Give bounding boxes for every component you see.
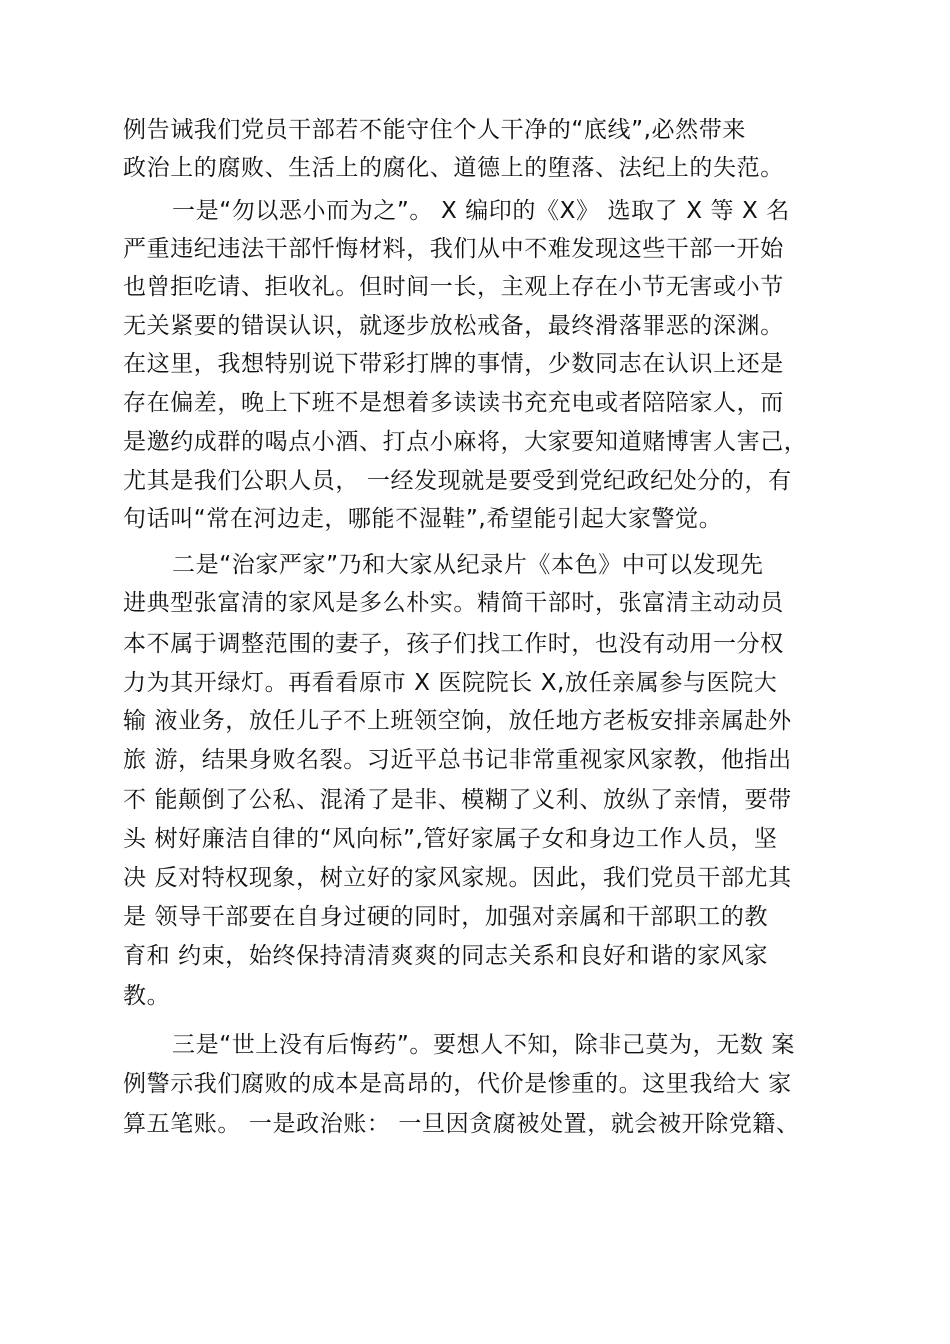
text-line: 输 液业务，放任儿子不上班领空饷，放任地方老板安排亲属赴外: [123, 708, 792, 734]
text-line: 例告诫我们党员干部若不能守住个人干净的“底线”,必然带来: [123, 117, 746, 143]
text-line: 不 能颠倒了公私、混淆了是非、模糊了义利、放纵了亲情，要带: [123, 787, 792, 813]
text-line: 进典型张富清的家风是多么朴实。精简干部时，张富清主动动员: [123, 590, 784, 616]
text-line: 无关紧要的错误认识，就逐步放松戒备，最终滑落罪恶的深渊。: [123, 313, 784, 339]
text-line: 三是“世上没有后悔药”。要想人不知，除非己莫为，无数 案: [172, 1032, 795, 1058]
text-line: 政治上的腐败、生活上的腐化、道德上的堕落、法纪上的失范。: [123, 155, 784, 181]
text-line: 算五笔账。 一是政治账： 一旦因贪腐被处置，就会被开除党籍、: [123, 1111, 800, 1137]
text-line: 决 反对特权现象，树立好的家风家规。因此，我们党员干部尤其: [123, 865, 792, 891]
text-line: 二是“治家严家”乃和大家从纪录片《本色》中可以发现先: [172, 552, 764, 578]
text-line: 一是“勿以恶小而为之”。 X 编印的《X》 选取了 X 等 X 名: [172, 198, 790, 224]
text-line: 存在偏差，晚上下班不是想着多读读书充充电或者陪陪家人，而: [123, 390, 784, 416]
text-line: 在这里，我想特别说下带彩打牌的事情，少数同志在认识上还是: [123, 351, 784, 377]
text-line: 是邀约成群的喝点小酒、打点小麻将，大家要知道赌博害人害己，: [123, 429, 808, 455]
text-line: 教。: [123, 983, 171, 1009]
text-line: 严重违纪违法干部忏悔材料，我们从中不难发现这些干部一开始: [123, 236, 784, 262]
text-line: 头 树好廉洁自律的“风向标”,管好家属子女和身边工作人员，坚: [123, 826, 778, 852]
text-line: 旅 游，结果身败名裂。习近平总书记非常重视家风家教，他指出: [123, 747, 792, 773]
text-line: 句话叫“常在河边走，哪能不湿鞋”,希望能引起大家警觉。: [123, 506, 723, 532]
text-line: 育和 约束，始终保持清清爽爽的同志关系和良好和谐的家风家: [123, 943, 769, 969]
text-line: 力为其开绿灯。再看看原市 X 医院院长 X,放任亲属参与医院大: [123, 670, 778, 696]
text-line: 是 领导干部要在自身过硬的同时，加强对亲属和干部职工的教: [123, 904, 769, 930]
text-line: 也曾拒吃请、拒收礼。但时间一长，主观上存在小节无害或小节: [123, 274, 784, 300]
text-line: 例警示我们腐败的成本是高昂的，代价是惨重的。这里我给大 家: [123, 1071, 792, 1097]
text-line: 本不属于调整范围的妻子，孩子们找工作时，也没有动用一分权: [123, 631, 784, 657]
text-line: 尤其是我们公职人员， 一经发现就是要受到党纪政纪处分的，有: [123, 468, 792, 494]
